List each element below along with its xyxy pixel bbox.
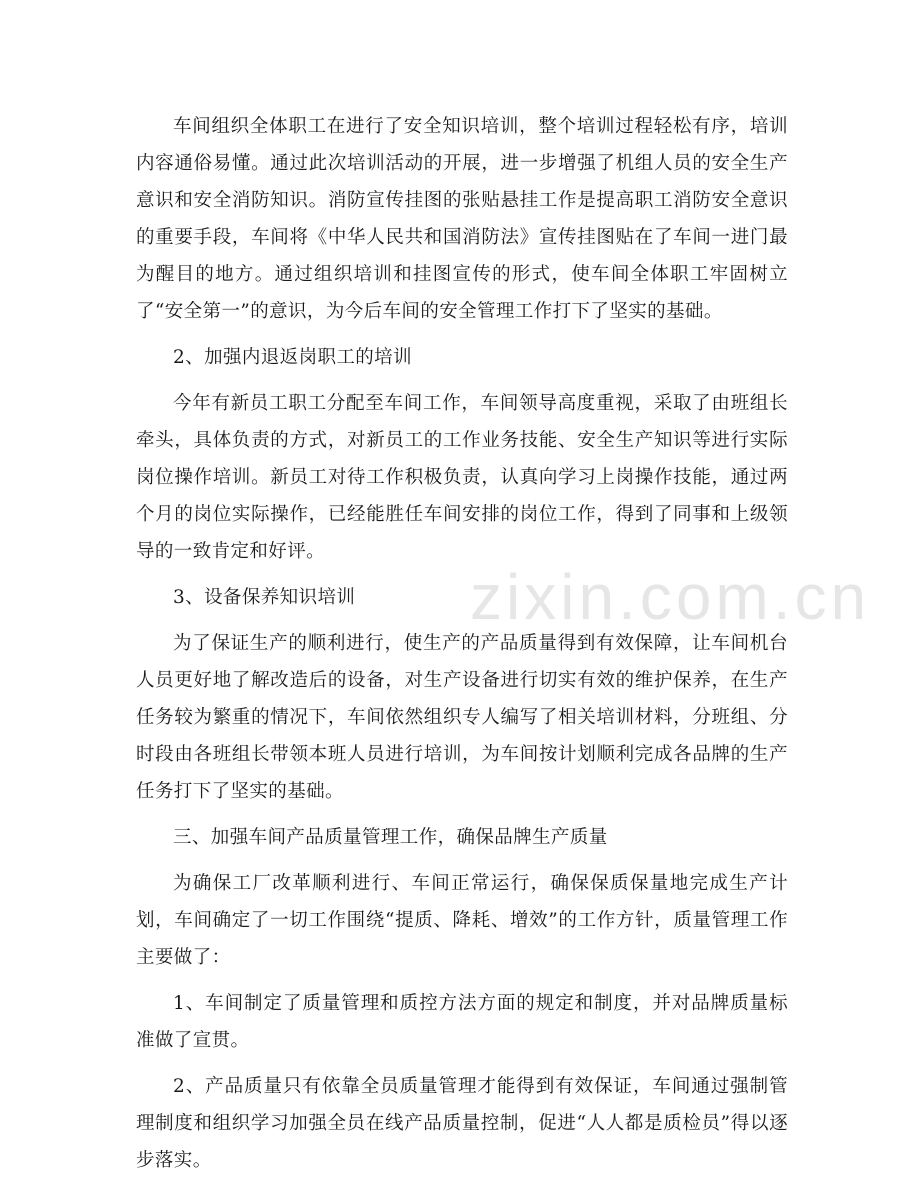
paragraph-equipment-maintenance: 为了保证生产的顺利进行，使生产的产品质量得到有效保障，让车间机台人员更好地了解改造后的设备，对生产设备进行切实有效的维护保养，在生产任务较为繁重的情况下，车间依然组织专人编写了相关培训材料，分班组、分时段由各班组长带领本班人员进行培训，为车间按计划顺利完成各品牌的生产任务打下了坚实的基础。 <box>136 633 788 802</box>
paragraph-new-staff-training: 今年有新员工职工分配至车间工作，车间领导高度重视，采取了由班组长牵头，具体负责的方式，对新员工的工作业务技能、安全生产知识等进行实际岗位操作培训。新员工对待工作积极负责，认真向学习上岗操作技能，通过两个月的岗位实际操作，已经能胜任车间安排的岗位工作，得到了同事和上级领导的一致肯定和好评。 <box>136 393 788 562</box>
heading-returning-staff-training: 2、加强内退返岗职工的培训 <box>173 347 412 368</box>
heading-equipment-maintenance-training: 3、设备保养知识培训 <box>173 587 356 608</box>
heading-quality-management: 三、加强车间产品质量管理工作，确保品牌生产质量 <box>173 827 608 848</box>
paragraph-quality-rules: 1、车间制定了质量管理和质控方法方面的规定和制度，并对品牌质量标准做了宣贯。 <box>136 993 788 1051</box>
watermark-text: zixin.com.cn <box>470 561 871 633</box>
paragraph-quality-control: 2、产品质量只有依靠全员质量管理才能得到有效保证，车间通过强制管理制度和组织学习加强全员在线产品质量控制，促进“人人都是质检员”得以逐步落实。 <box>136 1076 788 1171</box>
paragraph-quality-policy: 为确保工厂改革顺利进行、车间正常运行，确保保质保量地完成生产计划，车间确定了一切工作围绕“提质、降耗、增效”的工作方针，质量管理工作主要做了： <box>136 873 788 968</box>
document-body <box>136 108 788 1188</box>
paragraph-safety-training: 车间组织全体职工在进行了安全知识培训，整个培训过程轻松有序，培训内容通俗易懂。通过此次培训活动的开展，进一步增强了机组人员的安全生产意识和安全消防知识。消防宣传挂图的张贴悬挂工作是提高职工消防安全意识的重要手段，车间将《中华人民共和国消防法》宣传挂图贴在了车间一进门最为醒目的地方。通过组织培训和挂图宣传的形式，使车间全体职工牢固树立了“安全第一”的意识，为今后车间的安全管理工作打下了坚实的基础。 <box>136 116 788 322</box>
